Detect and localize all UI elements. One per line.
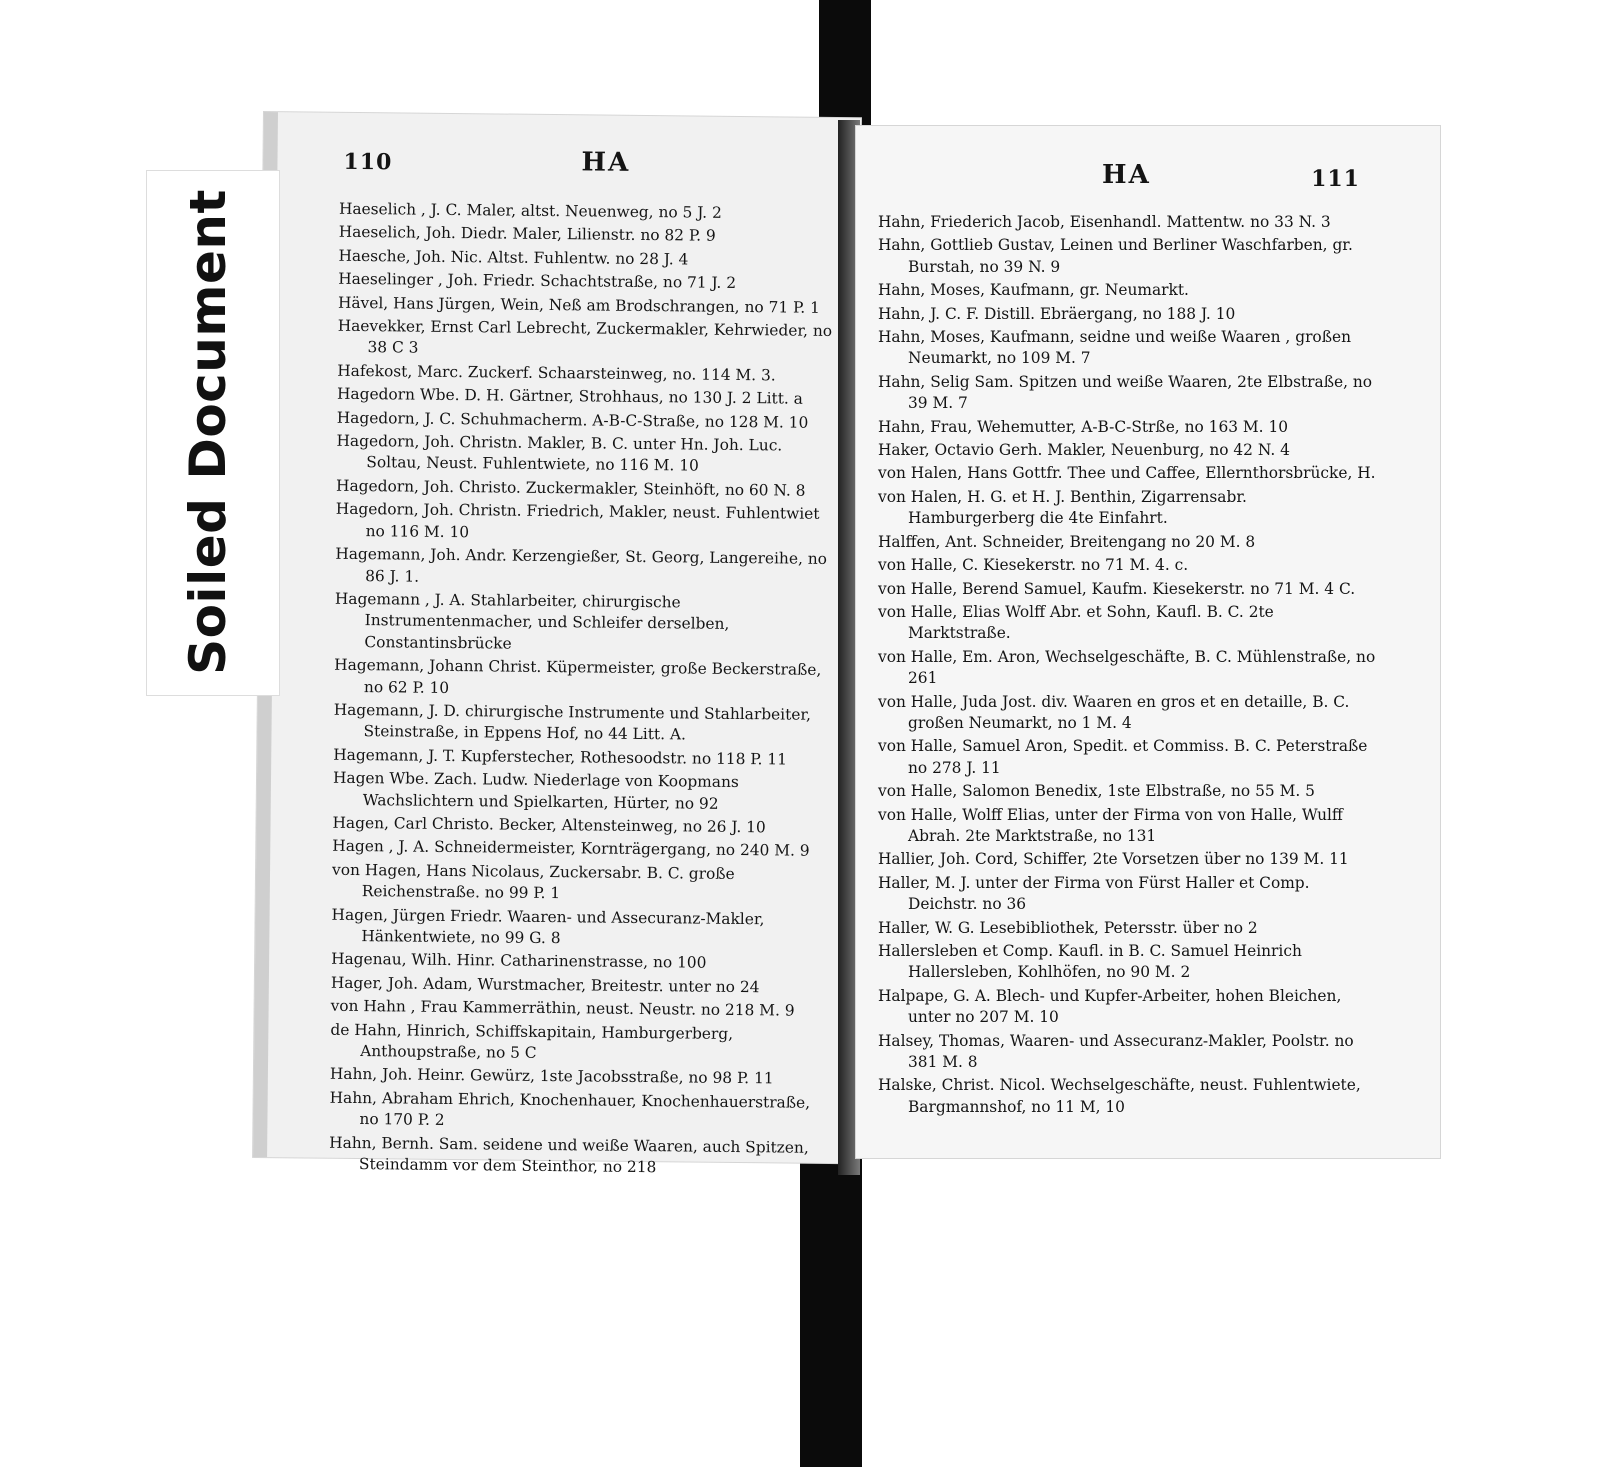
directory-entry: Haevekker, Ernst Carl Lebrecht, Zuckermakler, Kehrwieder, no 38 C 3 <box>337 316 838 358</box>
right-page <box>856 126 1440 1158</box>
directory-entry: von Halle, Berend Samuel, Kaufm. Kiesekerstr. no 71 M. 4 C. <box>878 579 1356 598</box>
directory-entry: Hagen, Carl Christo. Becker, Altensteinweg, no 26 J. 10 <box>332 813 766 837</box>
directory-entry: Hahn, Bernh. Sam. seidene und weiße Waaren, auch Spitzen, Steindamm vor dem Steinthor, no 218 <box>329 1133 814 1177</box>
directory-entry: Hagen Wbe. Zach. Ludw. Niederlage von Koopmans Wachslichtern und Spielkarten, Hürter, no 92 <box>332 768 744 813</box>
directory-entry: von Halle, Juda Jost. div. Waaren en gros et en detaille, B. C. großen Neumarkt, no 1 M. 4 <box>878 692 1355 732</box>
directory-entry: Hagemann , J. A. Stahlarbeiter, chirurgische Instrumentenmacher, und Schleifer derselben, Constantinsbrücke <box>334 589 735 653</box>
directory-entry: Hagen, Jürgen Friedr. Waaren- und Assecuranz-Makler, Hänkentwiete, no 99 G. 8 <box>331 905 770 948</box>
directory-entry: Hahn, Moses, Kaufmann, seidne und weiße Waaren , großen Neumarkt, no 109 M. 7 <box>878 328 1356 368</box>
directory-entry: Hahn, Moses, Kaufmann, gr. Neumarkt. <box>878 281 1189 300</box>
page-heading-left: HA <box>581 147 631 178</box>
directory-entry: von Halle, Em. Aron, Wechselgeschäfte, B. C. Mühlenstraße, no 261 <box>878 647 1381 688</box>
directory-entry: Hahn, Joh. Heinr. Gewürz, 1ste Jacobsstraße, no 98 P. 11 <box>329 1065 774 1088</box>
page-number-right: 111 <box>1311 166 1360 192</box>
directory-entry: Haesche, Joh. Nic. Altst. Fuhlentw. no 28 J. 4 <box>338 246 689 269</box>
directory-entry: Hagemann, J. D. chirurgische Instrumente und Stahlarbeiter, Steinstraße, in Eppens Hof, no 44 Litt. A. <box>333 700 817 744</box>
directory-entry: Hahn, Selig Sam. Spitzen und weiße Waaren, 2te Elbstraße, no 39 M. 7 <box>878 372 1377 413</box>
directory-entry: von Halen, H. G. et H. J. Benthin, Zigarrensabr. Hamburgerberg die 4te Einfahrt. <box>878 487 1252 528</box>
page-heading-right: HA <box>1102 160 1151 190</box>
directory-entry: Haeselinger , Joh. Friedr. Schachtstraße, no 71 J. 2 <box>338 270 737 293</box>
directory-entry: Haeselich, Joh. Diedr. Maler, Lilienstr. no 82 P. 9 <box>338 223 716 246</box>
directory-entry: Haeselich , J. C. Maler, altst. Neuenweg, no 5 J. 2 <box>338 199 722 222</box>
directory-entry: von Halle, Wolff Elias, unter der Firma von von Halle, Wulff Abrah. 2te Marktstraße, no 131 <box>878 805 1348 845</box>
directory-entry: Hahn, J. C. F. Distill. Ebräergang, no 188 J. 10 <box>878 304 1236 323</box>
directory-entry: Hagemann, Joh. Andr. Kerzengießer, St. Georg, Langereihe, no 86 J. 1. <box>335 544 832 586</box>
soiled-document-label-text: Soiled Document <box>179 189 237 675</box>
left-page <box>253 112 861 1177</box>
directory-entry: von Halle, Elias Wolff Abr. et Sohn, Kaufl. B. C. 2te Marktstraße. <box>878 602 1279 643</box>
directory-entry: Hävel, Hans Jürgen, Wein, Neß am Brodschrangen, no 71 P. 1 <box>337 293 820 317</box>
directory-entries-left <box>329 199 838 1183</box>
directory-entry: Hagenau, Wilh. Hinr. Catharinenstrasse, no 100 <box>331 950 707 973</box>
directory-entry: Hahn, Abraham Ehrich, Knochenhauer, Knochenhauerstraße, no 170 P. 2 <box>329 1088 816 1130</box>
directory-entry: Hagedorn, Joh. Christn. Makler, B. C. unter Hn. Joh. Luc. Soltau, Neust. Fuhlentwiete, no 116 M. 10 <box>336 431 788 476</box>
page-number-left: 110 <box>343 148 393 176</box>
directory-entry: Hagedorn, J. C. Schuhmacherm. A-B-C-Straße, no 128 M. 10 <box>336 408 809 432</box>
directory-entry: Haller, M. J. unter der Firma von Fürst Haller et Comp. Deichstr. no 36 <box>878 873 1315 914</box>
directory-entry: Hagemann, Johann Christ. Küpermeister, große Beckerstraße, no 62 P. 10 <box>334 655 827 697</box>
directory-entry: Hagemann, J. T. Kupferstecher, Rothesoodstr. no 118 P. 11 <box>333 745 788 769</box>
directory-entry: Halske, Christ. Nicol. Wechselgeschäfte, neust. Fuhlentwiete, Bargmannshof, no 11 M, 10 <box>878 1076 1366 1116</box>
directory-entry: Haller, W. G. Lesebibliothek, Petersstr. über no 2 <box>878 918 1258 937</box>
directory-entry: von Hahn , Frau Kammerräthin, neust. Neustr. no 218 M. 9 <box>330 996 795 1020</box>
directory-entry: Hagedorn Wbe. D. H. Gärtner, Strohhaus, no 130 J. 2 Litt. a <box>336 385 803 408</box>
directory-entry: Hallier, Joh. Cord, Schiffer, 2te Vorsetzen über no 139 M. 11 <box>878 850 1349 869</box>
directory-entry: Hagedorn, Joh. Christo. Zuckermakler, Steinhöft, no 60 N. 8 <box>335 476 806 500</box>
directory-entry: von Halle, Salomon Benedix, 1ste Elbstraße, no 55 M. 5 <box>878 782 1315 801</box>
directory-entry: Haker, Octavio Gerh. Makler, Neuenburg, no 42 N. 4 <box>878 441 1290 460</box>
directory-entry: Hahn, Gottlieb Gustav, Leinen und Berliner Waschfarben, gr. Burstah, no 39 N. 9 <box>878 236 1358 276</box>
directory-entry: Hafekost, Marc. Zuckerf. Schaarsteinweg, no. 114 M. 3. <box>337 361 776 385</box>
directory-entry: Hagen , J. A. Schneidermeister, Kornträgergang, no 240 M. 9 <box>332 837 810 861</box>
directory-entry: von Hagen, Hans Nicolaus, Zuckersabr. B. C. große Reichenstraße. no 99 P. 1 <box>331 860 740 903</box>
directory-entry: Hager, Joh. Adam, Wurstmacher, Breitestr. unter no 24 <box>330 973 760 997</box>
directory-entry: von Halen, Hans Gottfr. Thee und Caffee, Ellernthorsbrücke, H. <box>878 464 1376 483</box>
directory-entry: Hagedorn, Joh. Christn. Friedrich, Makler, neust. Fuhlentwiet no 116 M. 10 <box>335 500 825 541</box>
binding-spine-bottom <box>800 1150 862 1467</box>
directory-entries-right <box>878 212 1381 1120</box>
directory-entry: Hallersleben et Comp. Kaufl. in B. C. Samuel Heinrich Hallersleben, Kohlhöfen, no 90 M. 2 <box>878 942 1307 982</box>
directory-entry: Halsey, Thomas, Waaren- und Assecuranz-Makler, Poolstr. no 381 M. 8 <box>878 1031 1359 1072</box>
directory-entry: von Halle, Samuel Aron, Spedit. et Commiss. B. C. Peterstraße no 278 J. 11 <box>878 737 1373 777</box>
directory-entry: von Halle, C. Kiesekerstr. no 71 M. 4. c. <box>878 556 1189 575</box>
directory-entry: Hahn, Frau, Wehemutter, A-B-C-Strße, no 163 M. 10 <box>878 417 1289 436</box>
directory-entry: Hahn, Friederich Jacob, Eisenhandl. Mattentw. no 33 N. 3 <box>878 213 1331 231</box>
directory-entry: de Hahn, Hinrich, Schiffskapitain, Hamburgerberg, Anthoupstraße, no 5 C <box>330 1020 739 1062</box>
directory-entry: Halpape, G. A. Blech- und Kupfer-Arbeiter, hohen Bleichen, unter no 207 M. 10 <box>878 986 1347 1027</box>
directory-entry: Halffen, Ant. Schneider, Breitengang no 20 M. 8 <box>878 532 1256 551</box>
